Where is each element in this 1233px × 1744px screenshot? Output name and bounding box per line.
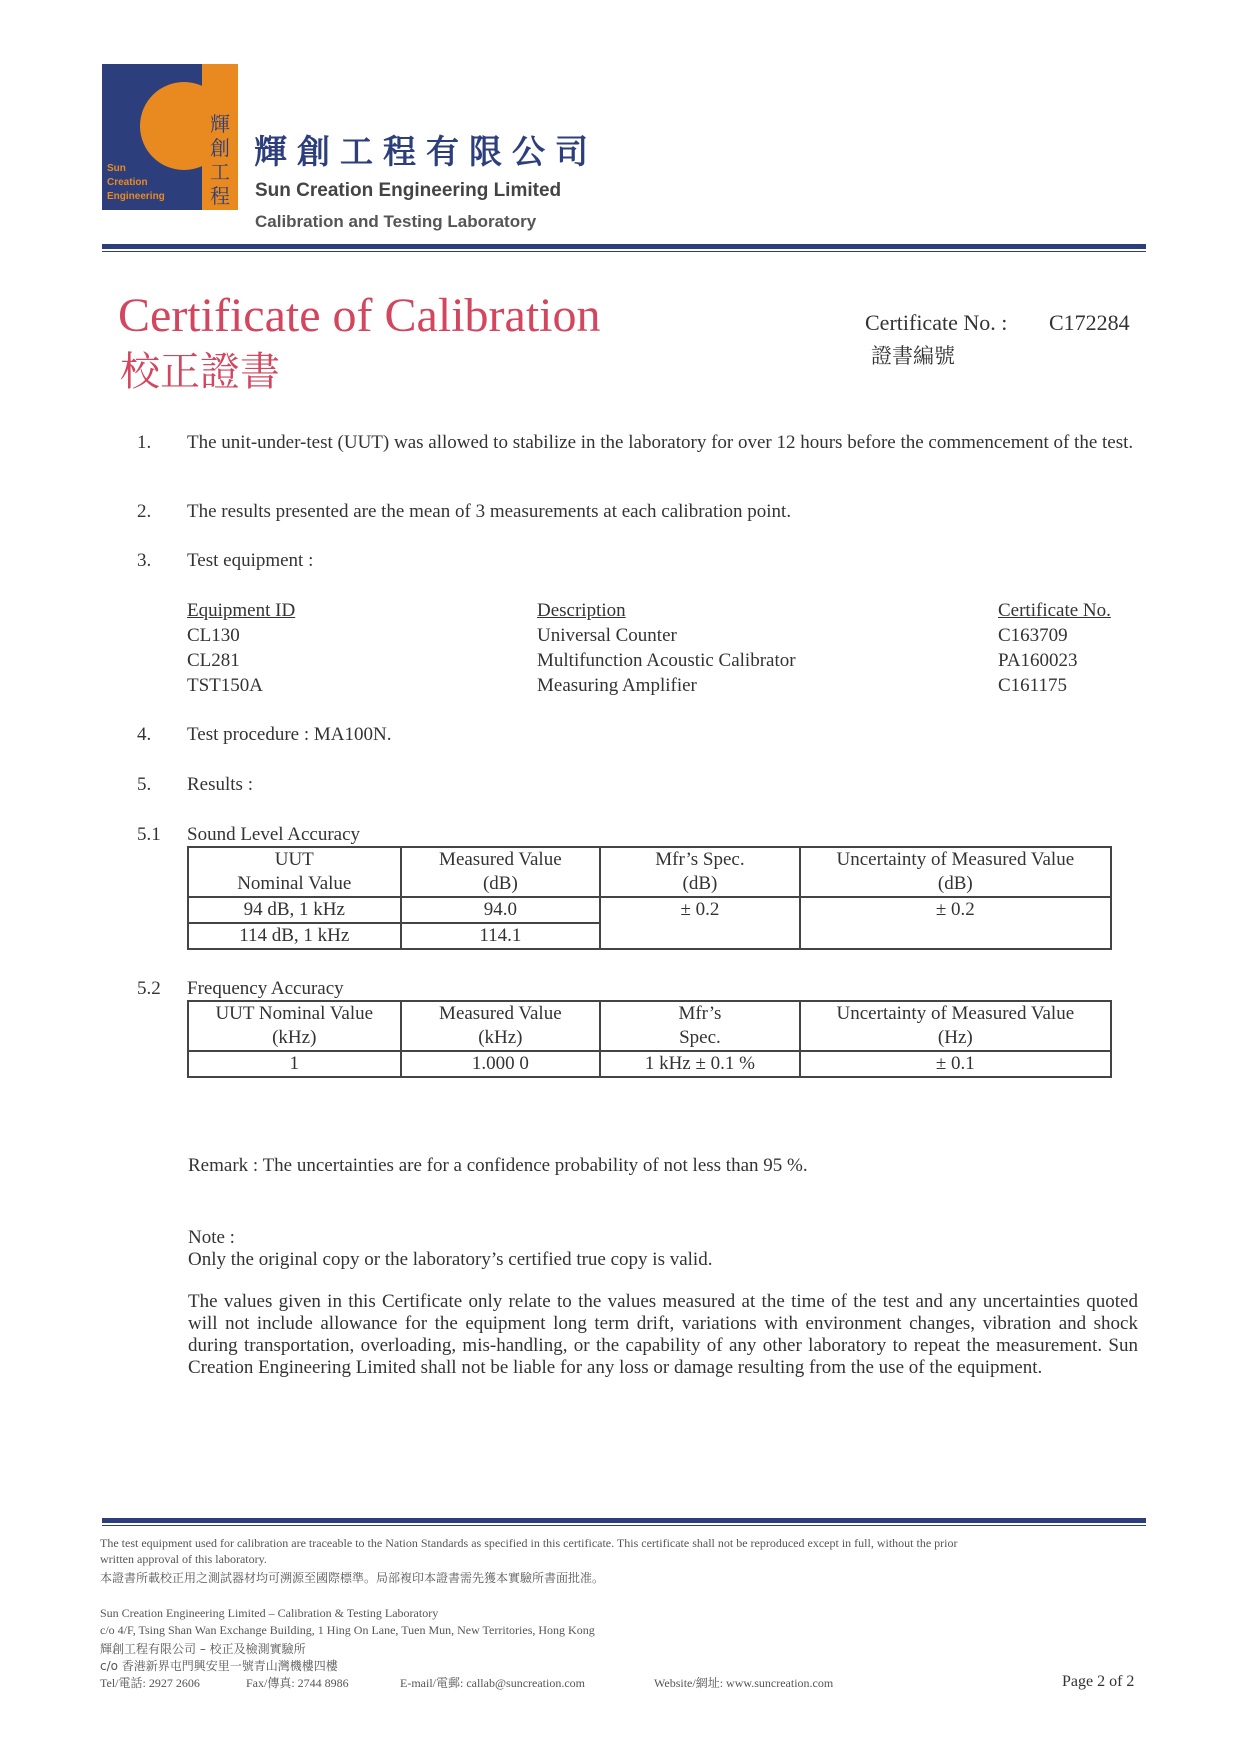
section-number: 5.2 (137, 978, 161, 999)
header-mfr-spec: Mfr’s Spec. (600, 1001, 800, 1051)
header-divider (102, 244, 1146, 249)
traceability-statement-cont: written approval of this laboratory. (100, 1552, 267, 1566)
equipment-description: Measuring Amplifier (537, 675, 697, 696)
certificate-number-label: Certificate No. : (865, 310, 1008, 335)
equipment-description: Multifunction Acoustic Calibrator (537, 650, 796, 671)
item-text: Test equipment : (187, 550, 314, 571)
cell-spec: 1 kHz ± 0.1 % (600, 1051, 800, 1077)
page-number: Page 2 of 2 (1062, 1673, 1135, 1690)
logo-text-en: Sun Creation Engineering (107, 163, 165, 202)
equipment-certificate: PA160023 (998, 650, 1078, 671)
header-uncertainty: Uncertainty of Measured Value (dB) (800, 847, 1111, 897)
cell-measured: 114.1 (401, 923, 601, 949)
item-number: 4. (137, 724, 152, 745)
company-name-zh: 輝創工程有限公司 (254, 132, 598, 171)
remark: Remark : The uncertainties are for a confidence probability of not less than 95 %. (188, 1155, 808, 1176)
header-mfr-spec: Mfr’s Spec. (dB) (600, 847, 800, 897)
logo-sun-circle (140, 82, 202, 170)
table-header-row (188, 1001, 1111, 1051)
traceability-statement-zh: 本證書所載校正用之測試器材均可溯源至國際標準。局部複印本證書需先獲本實驗所書面批准。 (100, 1571, 605, 1585)
equipment-header-description: Description (537, 600, 626, 621)
equipment-id: CL281 (187, 650, 240, 671)
note-paragraph: The values given in this Certificate only relate to the values measured at the time of the test and any uncertainties quoted will not include allowance for the equipment long term drift, variations with environment changes, vibration and shock during transportation, overloading, mis-handling, or the capability of any other laboratory to repeat the measurement. Sun Creation Engineering Limited shall not be liable for any loss or damage resulting from the use of the equipment. (188, 1291, 1138, 1378)
item-number: 5. (137, 774, 152, 795)
note-line: Only the original copy or the laboratory’s certified true copy is valid. (188, 1249, 713, 1270)
certificate-title-zh: 校正證書 (120, 349, 280, 395)
cell-nominal: 1 (188, 1051, 401, 1077)
certificate-title: Certificate of Calibration (118, 289, 601, 342)
item-number: 3. (137, 550, 152, 571)
equipment-header-certificate: Certificate No. (998, 600, 1111, 621)
cell-measured: 1.000 0 (401, 1051, 601, 1077)
footer-tel: Tel/電話: 2927 2606 (100, 1676, 200, 1690)
footer-fax: Fax/傳真: 2744 8986 (246, 1676, 349, 1690)
section-title: Sound Level Accuracy (187, 824, 361, 845)
traceability-statement: The test equipment used for calibration are traceable to the Nation Standards as specified in this certificate. This certificate shall not be reproduced except in full, without the prior (100, 1536, 958, 1550)
cell-nominal: 114 dB, 1 kHz (188, 923, 401, 949)
item-text: Results : (187, 774, 253, 795)
company-name-en: Sun Creation Engineering Limited (255, 180, 562, 201)
cell-uncertainty: ± 0.1 (800, 1051, 1111, 1077)
note-label: Note : (188, 1227, 235, 1248)
equipment-id: CL130 (187, 625, 240, 646)
company-logo (102, 64, 238, 210)
frequency-table (187, 1000, 1112, 1078)
cell-nominal: 94 dB, 1 kHz (188, 897, 401, 923)
section-title: Frequency Accuracy (187, 978, 344, 999)
sound-level-table (187, 846, 1112, 950)
table-header-row (188, 847, 1111, 897)
header-measured-value: Measured Value (kHz) (401, 1001, 601, 1051)
item-text: The results presented are the mean of 3 measurements at each calibration point. (187, 501, 792, 522)
header-divider-thin (102, 251, 1146, 252)
header-uncertainty: Uncertainty of Measured Value (Hz) (800, 1001, 1111, 1051)
table-row (188, 897, 1111, 923)
footer-divider-thin (102, 1525, 1146, 1526)
header-uut-nominal: UUT Nominal Value (kHz) (188, 1001, 401, 1051)
equipment-id: TST150A (187, 675, 263, 696)
header-measured-value: Measured Value (dB) (401, 847, 601, 897)
footer-company: Sun Creation Engineering Limited – Calibration & Testing Laboratory (100, 1606, 439, 1620)
cell-spec: ± 0.2 (600, 897, 800, 949)
certificate-number-label-zh: 證書編號 (871, 344, 955, 368)
equipment-description: Universal Counter (537, 625, 677, 646)
item-number: 2. (137, 501, 152, 522)
lab-name: Calibration and Testing Laboratory (255, 212, 537, 231)
cell-measured: 94.0 (401, 897, 601, 923)
logo-text-zh: 輝 創 工 程 (210, 112, 230, 208)
item-number: 1. (137, 432, 152, 453)
footer-email[interactable]: E-mail/電郵: callab@suncreation.com (400, 1676, 585, 1690)
footer-address: c/o 4/F, Tsing Shan Wan Exchange Building, 1 Hing On Lane, Tuen Mun, New Territories, Hong Kong (100, 1623, 595, 1637)
footer-website[interactable]: Website/網址: www.suncreation.com (654, 1676, 834, 1690)
equipment-certificate: C161175 (998, 675, 1067, 696)
equipment-certificate: C163709 (998, 625, 1068, 646)
item-text: The unit-under-test (UUT) was allowed to stabilize in the laboratory for over 12 hours before the commencement of the test. (187, 432, 1134, 453)
cell-uncertainty: ± 0.2 (800, 897, 1111, 949)
footer-divider (102, 1518, 1146, 1523)
equipment-header-id: Equipment ID (187, 600, 296, 621)
table-row (188, 1051, 1111, 1077)
section-number: 5.1 (137, 824, 161, 845)
header-uut-nominal: UUT Nominal Value (188, 847, 401, 897)
certificate-number-value: C172284 (1049, 310, 1130, 335)
footer-company-zh: 輝創工程有限公司 – 校正及檢測實驗所 (100, 1642, 306, 1656)
item-text: Test procedure : MA100N. (187, 724, 392, 745)
footer-address-zh: c/o 香港新界屯門興安里一號青山灣機樓四樓 (100, 1659, 338, 1673)
